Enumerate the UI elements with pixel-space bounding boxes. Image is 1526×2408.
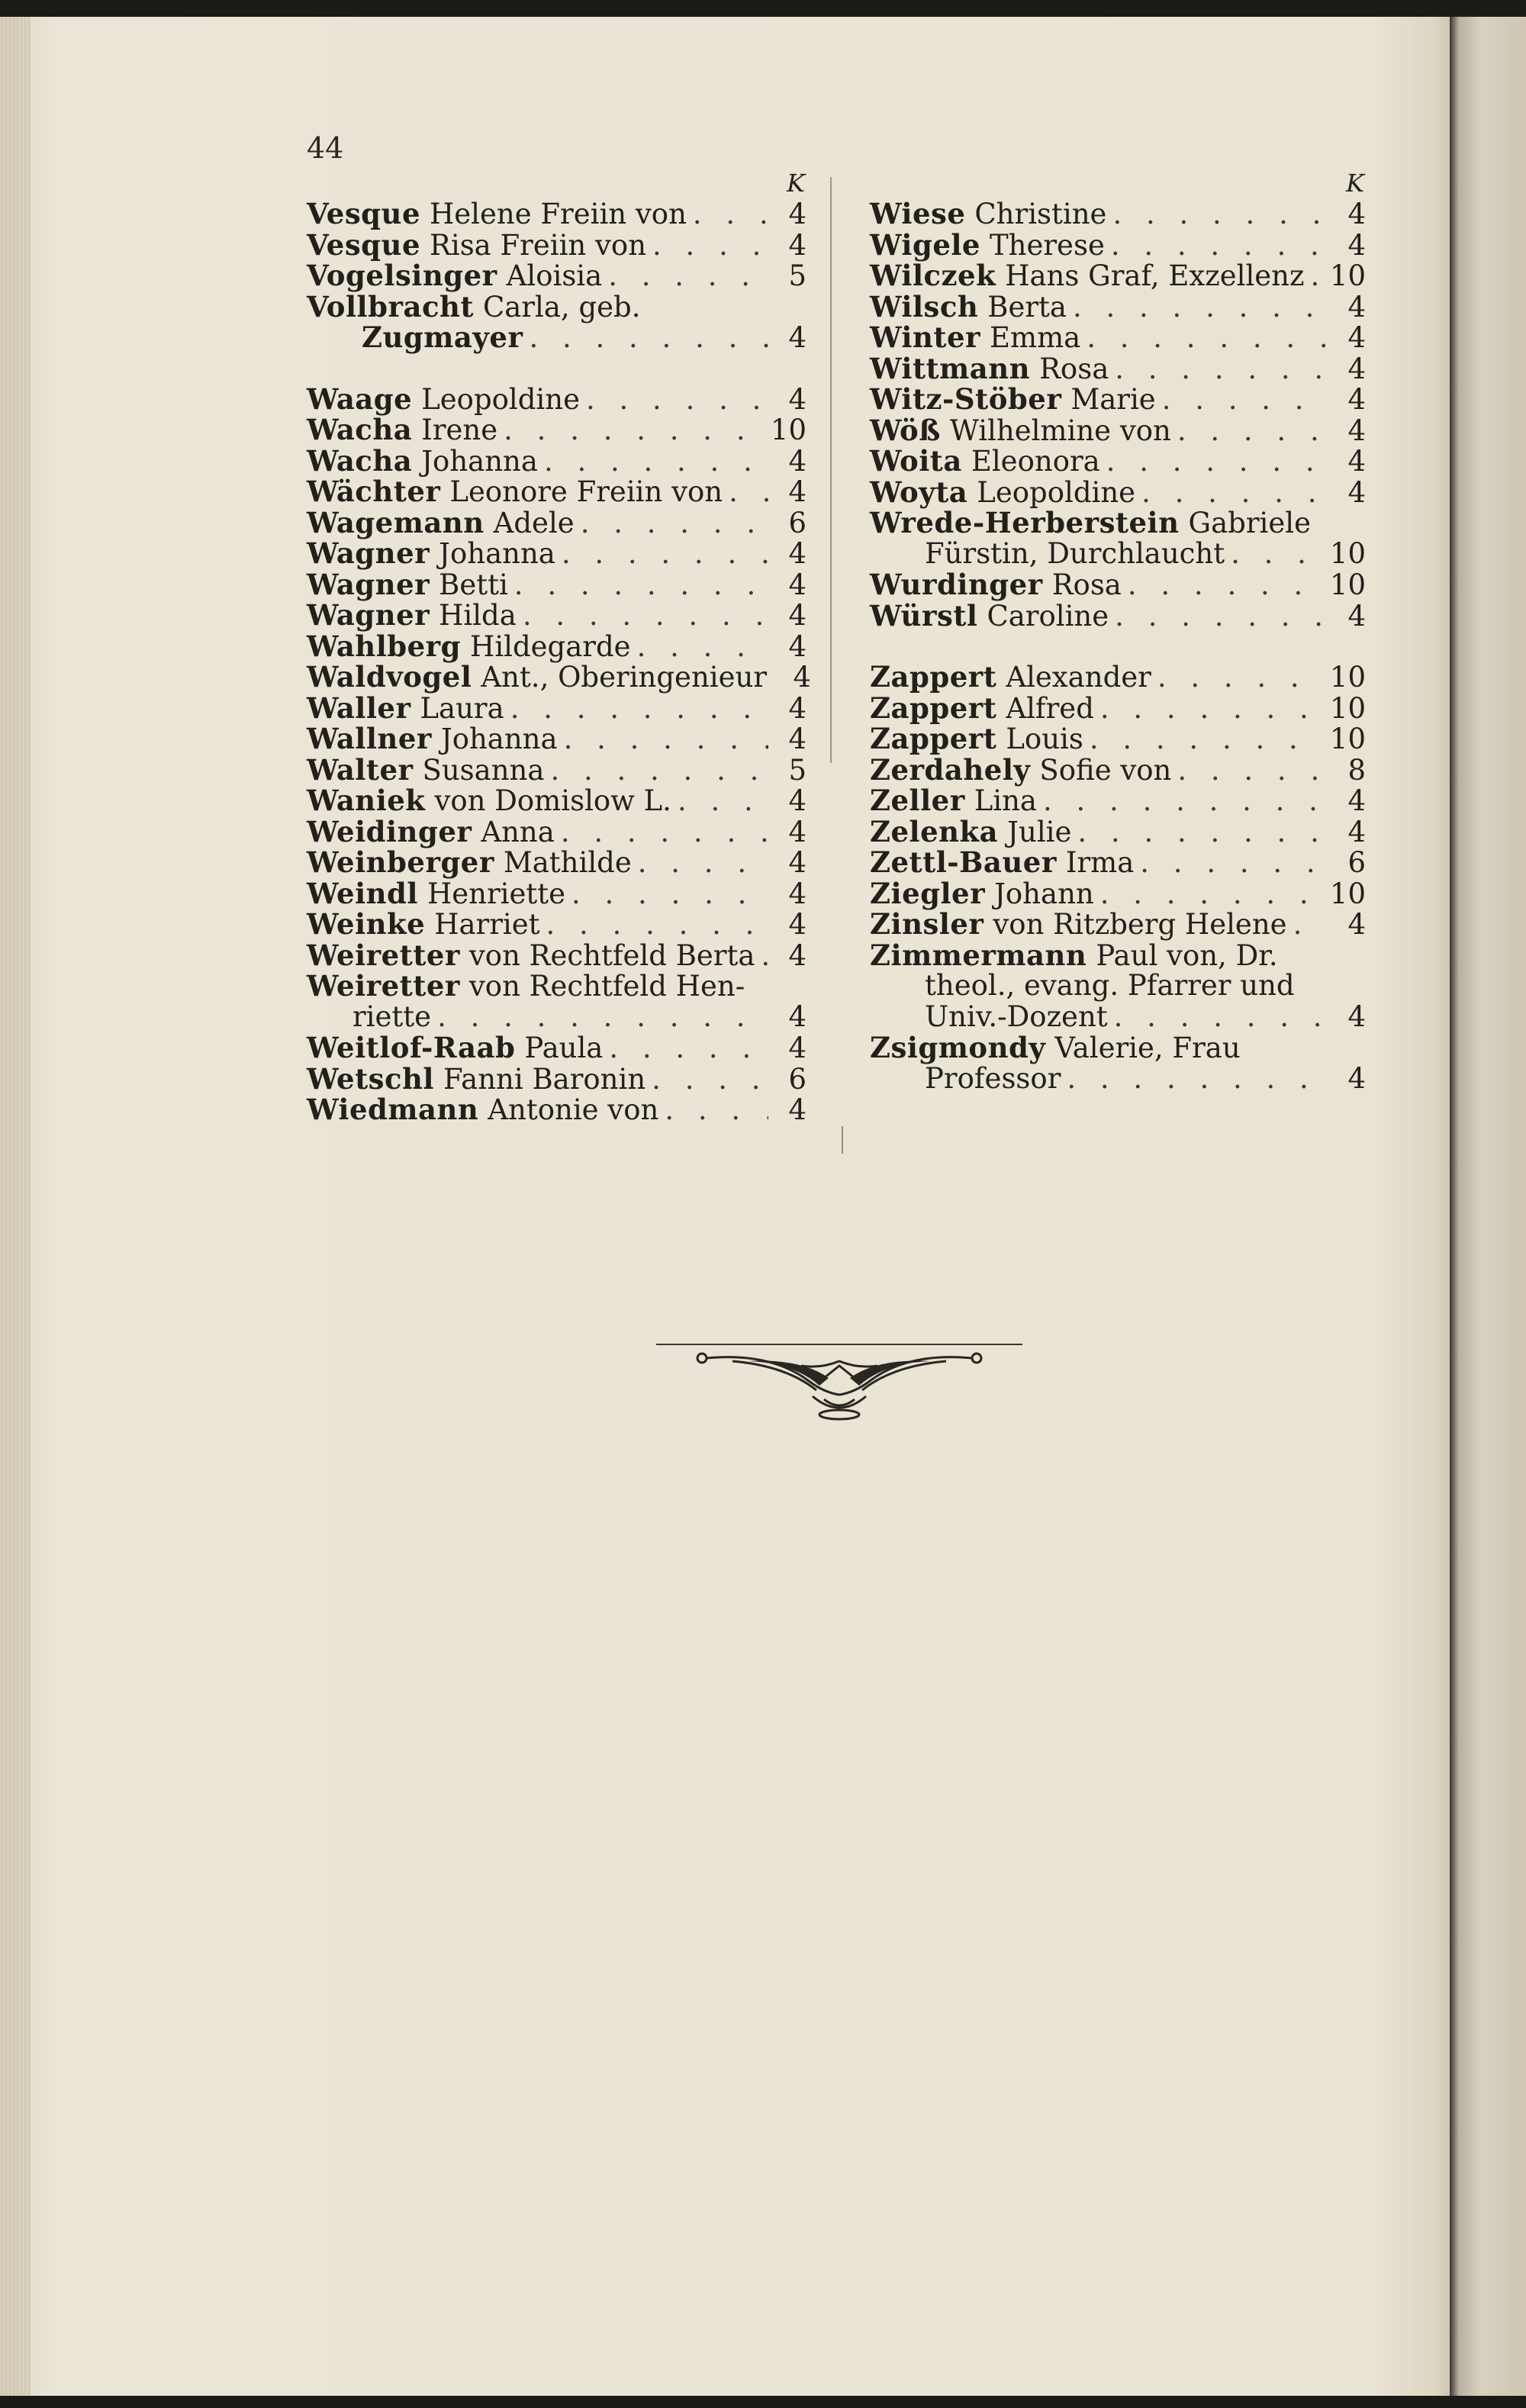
leader-dots bbox=[729, 477, 768, 508]
entry-surname: Zelenka bbox=[870, 814, 999, 848]
entry-given-name: Rosa bbox=[1039, 352, 1109, 385]
list-item bbox=[307, 260, 806, 291]
entry-given-name: Leonore Freiin von bbox=[449, 475, 723, 508]
entry-surname: Waller bbox=[307, 691, 411, 725]
entry-given-name: Rosa bbox=[1051, 568, 1122, 601]
list-item bbox=[307, 227, 806, 262]
list-item bbox=[870, 785, 1366, 816]
entry-given-name: von Rechtfeld Berta bbox=[468, 938, 755, 972]
entry-amount: 4 bbox=[1347, 815, 1366, 848]
entry-given-name: Irene bbox=[421, 414, 498, 446]
list-item bbox=[870, 940, 1366, 971]
entry-given-name: Lina bbox=[974, 784, 1037, 817]
entry-amount: 10 bbox=[1329, 568, 1366, 601]
entry-given-name: Aloisia bbox=[506, 259, 603, 292]
currency-header-right: K bbox=[1346, 169, 1364, 198]
list-item bbox=[307, 631, 806, 662]
entry-given-name: Johanna bbox=[440, 723, 558, 755]
list-item bbox=[307, 322, 806, 353]
leader-dots bbox=[1177, 755, 1328, 787]
entry-amount: 4 bbox=[788, 444, 806, 478]
entry-amount: 4 bbox=[788, 784, 806, 817]
entry-given-name: Professor bbox=[925, 1061, 1061, 1095]
entry-amount: 4 bbox=[788, 846, 806, 879]
entry-given-name: Paul von, Dr. bbox=[1096, 938, 1278, 972]
leader-dots bbox=[638, 848, 768, 879]
list-item bbox=[307, 785, 806, 816]
leader-dots bbox=[1231, 539, 1324, 570]
list-item bbox=[307, 507, 806, 539]
leader-dots bbox=[1112, 199, 1328, 230]
leader-dots bbox=[637, 632, 768, 663]
entry-surname: Weiretter bbox=[307, 969, 460, 1003]
entry-surname: Weinke bbox=[307, 907, 426, 941]
list-item bbox=[870, 816, 1366, 848]
entry-surname: Waage bbox=[307, 381, 413, 416]
entry-surname: Würstl bbox=[870, 598, 978, 633]
entry-amount: 4 bbox=[788, 723, 806, 755]
list-item bbox=[307, 660, 812, 694]
entry-amount: 4 bbox=[1347, 445, 1366, 478]
list-item bbox=[870, 384, 1366, 415]
entry-given-name: Ant., Oberingenieur bbox=[481, 661, 768, 694]
list-item bbox=[307, 752, 806, 787]
entry-given-name: Alfred bbox=[1006, 691, 1094, 725]
entry-amount: 4 bbox=[1347, 414, 1366, 447]
entry-amount: 4 bbox=[1347, 599, 1366, 633]
leader-dots bbox=[544, 446, 768, 478]
entry-surname: Zerdahely bbox=[870, 752, 1031, 787]
entry-surname: Weiretter bbox=[307, 938, 460, 972]
entry-given-name: von Domislow L. bbox=[434, 784, 671, 817]
entry-amount: 4 bbox=[788, 382, 806, 416]
list-item bbox=[307, 291, 806, 323]
entry-given-name: Johann bbox=[994, 877, 1094, 910]
leader-dots bbox=[652, 230, 768, 262]
entry-surname: Wetschl bbox=[307, 1061, 434, 1096]
list-item bbox=[307, 940, 806, 971]
list-item bbox=[870, 198, 1366, 230]
list-item bbox=[307, 538, 806, 569]
list-item bbox=[870, 322, 1366, 353]
list-item bbox=[307, 414, 806, 446]
entry-given-name: Paula bbox=[524, 1032, 604, 1064]
entry-amount: 4 bbox=[788, 1000, 806, 1033]
entry-given-name: Laura bbox=[420, 691, 504, 725]
leader-dots bbox=[510, 694, 768, 725]
leader-dots bbox=[1090, 724, 1324, 755]
right-entry-list bbox=[870, 198, 1366, 1094]
leader-dots bbox=[514, 570, 768, 601]
entry-given-name: Emma bbox=[989, 321, 1081, 354]
entry-given-name: Louis bbox=[1006, 723, 1083, 755]
list-item bbox=[307, 693, 806, 724]
entry-amount: 4 bbox=[788, 908, 806, 941]
leader-dots bbox=[1115, 354, 1328, 385]
entry-amount: 10 bbox=[1329, 259, 1366, 292]
entry-surname: Zettl-Bauer bbox=[870, 845, 1057, 879]
leader-dots bbox=[1162, 385, 1328, 416]
entry-amount: 4 bbox=[788, 475, 806, 508]
list-item bbox=[307, 198, 806, 230]
list-item bbox=[870, 971, 1366, 1002]
list-item bbox=[870, 600, 1366, 632]
list-item bbox=[870, 446, 1366, 477]
entry-given-name: Helene Freiin von bbox=[430, 198, 687, 230]
entry-surname: Wächter bbox=[307, 475, 441, 508]
leader-dots bbox=[562, 539, 768, 570]
list-item bbox=[870, 477, 1366, 508]
book-spine-edge bbox=[1450, 17, 1526, 2396]
list-item bbox=[307, 443, 806, 478]
leader-dots bbox=[1077, 817, 1328, 848]
leader-dots bbox=[1177, 416, 1328, 447]
leader-dots bbox=[1140, 848, 1328, 879]
entry-amount: 4 bbox=[1347, 908, 1366, 941]
entry-surname: Zappert bbox=[870, 691, 997, 725]
entry-given-name: von Ritzberg Helene bbox=[993, 908, 1287, 941]
entry-amount: 10 bbox=[1329, 661, 1366, 694]
list-item bbox=[870, 1032, 1366, 1064]
entry-surname: Vesque bbox=[307, 227, 420, 262]
entry-given-name: Mathilde bbox=[503, 846, 632, 879]
entry-given-name: Harriet bbox=[434, 908, 540, 941]
entry-amount: 4 bbox=[1347, 383, 1366, 416]
entry-surname: Ziegler bbox=[870, 876, 986, 910]
entry-surname: Wrede-Herberstein bbox=[870, 506, 1180, 539]
entry-surname: Vollbracht bbox=[307, 289, 474, 324]
entry-amount: 4 bbox=[1347, 228, 1366, 262]
entry-amount: 4 bbox=[1347, 352, 1366, 385]
entry-given-name: Carla, geb. bbox=[482, 290, 641, 324]
list-item bbox=[870, 662, 1366, 693]
entry-amount: 5 bbox=[788, 259, 806, 292]
entry-given-name: Susanna bbox=[422, 753, 545, 787]
entry-given-name: Antonie von bbox=[488, 1093, 659, 1126]
entry-amount: 4 bbox=[1347, 198, 1366, 230]
leader-dots bbox=[652, 1064, 768, 1096]
left-column bbox=[307, 168, 812, 1126]
page-stack-edge bbox=[0, 17, 31, 2396]
entry-given-name: Fanni Baronin bbox=[443, 1062, 646, 1096]
list-item bbox=[307, 600, 806, 631]
entry-surname: Zappert bbox=[870, 722, 997, 755]
entry-given-name: Anna bbox=[481, 815, 555, 848]
list-item bbox=[307, 847, 806, 878]
entry-given-name: Johanna bbox=[421, 444, 538, 478]
entry-amount: 4 bbox=[1347, 475, 1366, 509]
leader-dots bbox=[1043, 786, 1328, 817]
entry-surname: Weinberger bbox=[307, 845, 494, 879]
leader-dots bbox=[1141, 478, 1328, 509]
entry-given-name: Hilda bbox=[439, 599, 517, 632]
entry-surname: Vesque bbox=[307, 197, 420, 230]
list-item bbox=[307, 1002, 806, 1033]
entry-amount: 4 bbox=[788, 1032, 806, 1064]
leader-dots bbox=[608, 261, 768, 292]
entry-amount: 10 bbox=[1329, 723, 1366, 755]
entry-amount: 6 bbox=[1347, 846, 1366, 879]
leader-dots bbox=[504, 415, 765, 446]
entry-given-name: Fürstin, Durchlaucht bbox=[925, 536, 1225, 570]
entry-surname: Wiedmann bbox=[307, 1093, 479, 1126]
entry-surname: Weitlof-Raab bbox=[307, 1031, 516, 1064]
list-item bbox=[307, 816, 806, 848]
list-item bbox=[307, 1032, 806, 1064]
list-item bbox=[307, 569, 806, 600]
entry-surname: Wiese bbox=[870, 197, 966, 230]
entry-surname: Walter bbox=[307, 752, 414, 787]
leader-dots bbox=[1115, 601, 1328, 633]
entry-surname: Zinsler bbox=[870, 907, 984, 941]
entry-amount: 10 bbox=[1329, 691, 1366, 725]
entry-given-name: riette bbox=[353, 1000, 432, 1033]
list-item bbox=[870, 878, 1366, 909]
entry-surname: Wagemann bbox=[307, 505, 485, 539]
leader-dots bbox=[1073, 292, 1328, 324]
entry-given-name: Irma bbox=[1065, 846, 1135, 879]
entry-given-name: Hans Graf, Exzellenz bbox=[1005, 259, 1305, 292]
entry-surname: Weindl bbox=[307, 876, 418, 910]
leader-dots bbox=[693, 199, 768, 230]
leader-dots bbox=[1067, 1064, 1328, 1095]
entry-surname: Wilsch bbox=[870, 289, 979, 324]
entry-surname: Zugmayer bbox=[362, 320, 523, 354]
leader-dots bbox=[550, 755, 768, 787]
entry-amount: 4 bbox=[788, 1093, 806, 1126]
entry-surname: Wagner bbox=[307, 598, 430, 632]
leader-dots bbox=[564, 724, 768, 755]
list-item bbox=[870, 1061, 1366, 1095]
entry-given-name: Sofie von bbox=[1039, 753, 1172, 787]
entry-amount: 6 bbox=[788, 1062, 806, 1096]
list-item bbox=[307, 1061, 806, 1096]
entry-given-name: Univ.-Dozent bbox=[925, 1000, 1108, 1033]
entry-amount: 4 bbox=[1347, 321, 1366, 354]
list-item bbox=[870, 569, 1366, 600]
column-divider-mark bbox=[842, 1126, 843, 1154]
leader-dots bbox=[523, 600, 768, 632]
list-item bbox=[870, 353, 1366, 385]
leader-dots bbox=[678, 786, 768, 817]
entry-surname: Wurdinger bbox=[870, 568, 1043, 601]
entry-amount: 8 bbox=[1347, 753, 1366, 787]
entry-surname: Zappert bbox=[870, 660, 997, 694]
entry-amount: 4 bbox=[788, 321, 806, 354]
leader-dots bbox=[546, 909, 768, 941]
entry-surname: Zsigmondy bbox=[870, 1031, 1046, 1064]
entry-given-name: Risa Freiin von bbox=[430, 228, 647, 262]
list-item bbox=[870, 415, 1366, 446]
list-item bbox=[870, 752, 1366, 787]
leader-dots bbox=[1114, 1002, 1328, 1033]
entry-given-name: von Rechtfeld Hen- bbox=[468, 970, 745, 1003]
entry-surname: Wagner bbox=[307, 567, 430, 601]
entry-surname: Waniek bbox=[307, 784, 426, 817]
list-item bbox=[307, 1094, 806, 1125]
entry-amount: 4 bbox=[788, 691, 806, 725]
leader-dots bbox=[561, 817, 768, 848]
entry-surname: Wahlberg bbox=[307, 629, 462, 663]
leader-dots bbox=[761, 941, 768, 972]
entry-surname: Winter bbox=[870, 320, 980, 354]
entry-given-name: theol., evang. Pfarrer und bbox=[925, 969, 1295, 1002]
entry-surname: Wacha bbox=[307, 443, 413, 478]
leader-dots bbox=[586, 385, 768, 416]
leader-dots bbox=[1111, 230, 1328, 262]
entry-surname: Weidinger bbox=[307, 814, 472, 848]
entry-given-name: Christine bbox=[974, 198, 1107, 230]
entry-amount: 4 bbox=[788, 629, 806, 663]
list-item bbox=[307, 909, 806, 940]
entry-surname: Woita bbox=[870, 444, 962, 478]
entry-surname: Wilczek bbox=[870, 259, 996, 292]
entry-amount: 4 bbox=[1347, 1061, 1366, 1095]
entry-amount: 10 bbox=[770, 414, 806, 446]
entry-amount: 4 bbox=[1347, 290, 1366, 324]
leader-dots bbox=[1087, 323, 1328, 354]
entry-given-name: Adele bbox=[493, 506, 575, 539]
entry-amount: 4 bbox=[788, 877, 806, 910]
entry-amount: 4 bbox=[793, 661, 812, 694]
list-item bbox=[870, 536, 1366, 570]
entry-given-name: Wilhelmine von bbox=[949, 414, 1171, 447]
leader-dots bbox=[1311, 261, 1324, 292]
entry-surname: Zimmermann bbox=[870, 938, 1087, 972]
leader-dots bbox=[665, 1095, 768, 1126]
list-item bbox=[870, 693, 1366, 724]
leader-dots bbox=[571, 879, 768, 910]
entry-given-name: Betti bbox=[439, 568, 508, 601]
entry-given-name: Julie bbox=[1007, 815, 1072, 848]
entry-amount: 4 bbox=[788, 568, 806, 601]
leader-dots bbox=[609, 1033, 768, 1064]
entry-given-name: Leopoldine bbox=[421, 382, 580, 416]
list-item bbox=[307, 381, 806, 416]
leader-dots bbox=[1128, 570, 1324, 601]
leader-dots bbox=[581, 508, 768, 539]
right-column bbox=[870, 168, 1366, 1094]
entry-amount: 10 bbox=[1329, 877, 1366, 910]
page-number: 44 bbox=[307, 131, 344, 165]
leader-dots bbox=[1293, 909, 1328, 941]
decorative-ornament bbox=[656, 1335, 1022, 1427]
entry-surname: Woyta bbox=[870, 475, 968, 509]
leader-dots bbox=[1157, 662, 1324, 694]
entry-surname: Waldvogel bbox=[307, 660, 472, 694]
list-item bbox=[870, 507, 1366, 539]
leader-dots bbox=[1100, 879, 1324, 910]
entry-amount: 10 bbox=[1329, 536, 1366, 570]
entry-given-name: Therese bbox=[989, 228, 1105, 262]
entry-given-name: Gabriele bbox=[1188, 507, 1311, 539]
entry-amount: 4 bbox=[1347, 784, 1366, 817]
list-item bbox=[870, 291, 1366, 323]
list-item bbox=[870, 1002, 1366, 1033]
list-item bbox=[307, 971, 806, 1002]
entry-given-name: Caroline bbox=[987, 599, 1109, 633]
entry-amount: 5 bbox=[788, 753, 806, 787]
entry-given-name: Johanna bbox=[439, 537, 555, 570]
leader-dots bbox=[1100, 694, 1324, 725]
entry-given-name: Henriette bbox=[427, 877, 566, 910]
entry-given-name: Berta bbox=[987, 290, 1067, 324]
list-item bbox=[870, 723, 1366, 755]
entry-amount: 4 bbox=[1347, 1000, 1366, 1033]
entry-given-name: Leopoldine bbox=[977, 475, 1136, 509]
list-item bbox=[870, 909, 1366, 940]
entry-amount: 4 bbox=[788, 938, 806, 972]
currency-header-left: K bbox=[787, 169, 805, 198]
list-item bbox=[307, 476, 806, 507]
list-item bbox=[307, 723, 806, 755]
entry-amount: 4 bbox=[788, 228, 806, 262]
entry-given-name: Alexander bbox=[1006, 661, 1151, 694]
entry-surname: Wagner bbox=[307, 536, 430, 570]
entry-given-name: Hildegarde bbox=[470, 629, 631, 663]
entry-amount: 4 bbox=[788, 599, 806, 632]
entry-amount: 6 bbox=[788, 506, 806, 539]
leader-dots bbox=[529, 323, 768, 354]
list-item bbox=[307, 878, 806, 909]
entry-surname: Zeller bbox=[870, 784, 965, 817]
entry-given-name: Valerie, Frau bbox=[1054, 1032, 1241, 1064]
entry-given-name: Marie bbox=[1070, 383, 1156, 416]
list-item bbox=[870, 227, 1366, 262]
left-entry-list bbox=[307, 197, 812, 1126]
entry-surname: Vogelsinger bbox=[307, 259, 497, 292]
entry-surname: Wallner bbox=[307, 722, 432, 755]
entry-amount: 4 bbox=[788, 198, 806, 230]
entry-amount: 4 bbox=[788, 815, 806, 848]
entry-surname: Wigele bbox=[870, 227, 980, 262]
entry-surname: Witz-Stöber bbox=[870, 382, 1062, 416]
leader-dots bbox=[437, 1002, 768, 1033]
entry-amount: 4 bbox=[788, 537, 806, 570]
entry-surname: Wittmann bbox=[870, 351, 1031, 385]
entry-surname: Wöß bbox=[870, 413, 941, 447]
entry-given-name: Eleonora bbox=[971, 445, 1100, 478]
leader-dots bbox=[1106, 446, 1328, 478]
entry-surname: Wacha bbox=[307, 413, 413, 446]
column-divider bbox=[830, 177, 832, 1154]
list-item bbox=[870, 260, 1366, 291]
list-item bbox=[870, 847, 1366, 878]
